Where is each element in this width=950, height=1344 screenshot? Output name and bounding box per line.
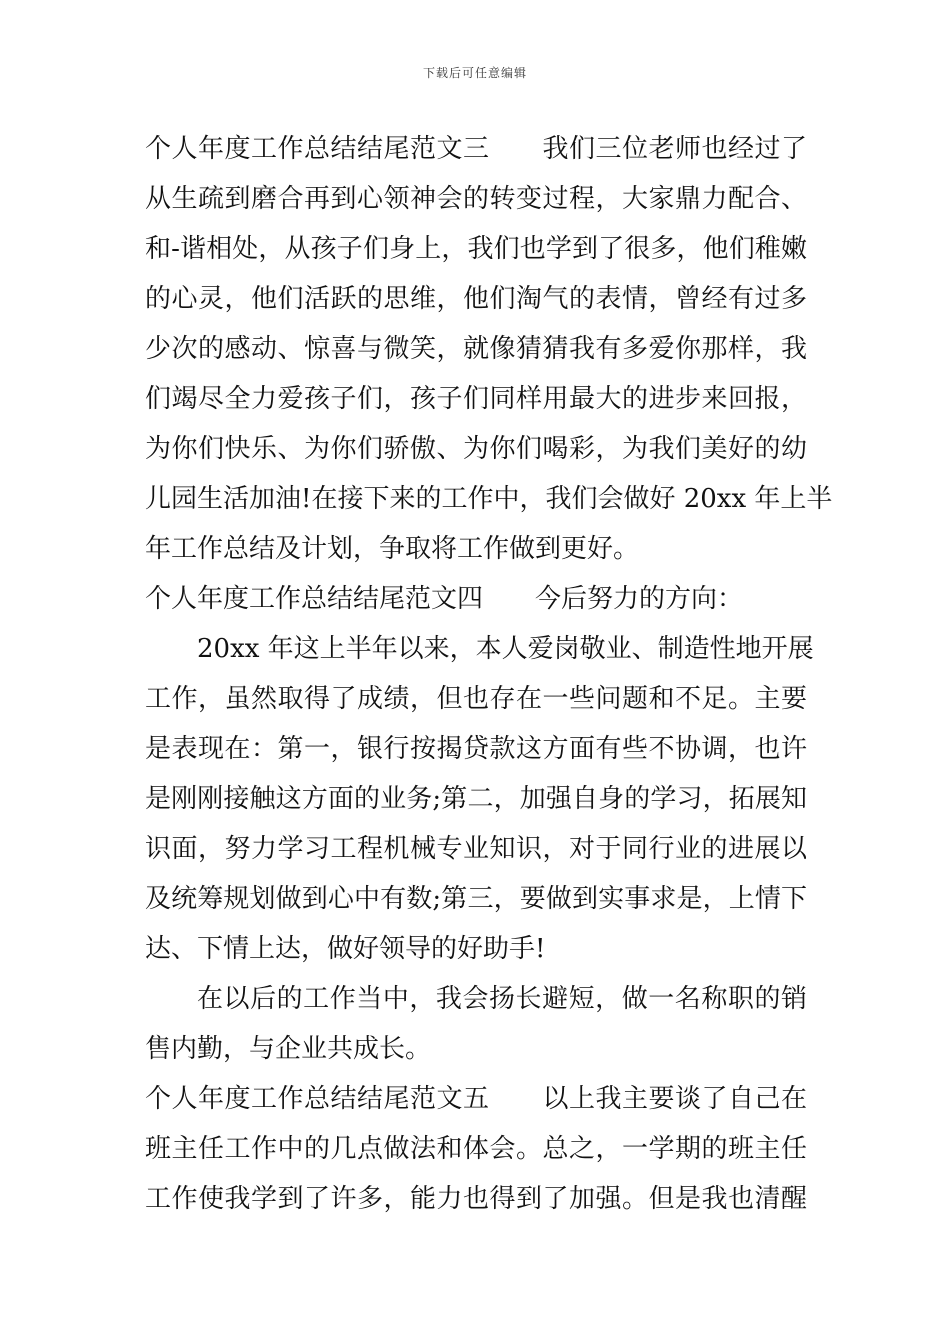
text-line-1: 个人年度工作总结结尾范文三 我们三位老师也经过了 <box>145 134 807 164</box>
text-line-20: 个人年度工作总结结尾范文五 以上我主要谈了自己在 <box>145 1084 807 1114</box>
text-line-14: 是刚刚接触这方面的业务;第二，加强自身的学习，拓展知 <box>145 784 807 814</box>
text-line-12: 工作，虽然取得了成绩，但也存在一些问题和不足。主要 <box>145 684 807 714</box>
text-line-11: 20xx 年这上半年以来，本人爱岗敬业、制造性地开展 <box>197 634 814 664</box>
section-heading-line: 个人年度工作总结结尾范文四 今后努力的方向： <box>145 584 744 614</box>
page-header: 下载后可任意编辑 <box>422 66 527 80</box>
text-line-15: 识面，努力学习工程机械专业知识，对于同行业的进展以 <box>145 834 807 864</box>
text-line-6: 们竭尽全力爱孩子们，孩子们同样用最大的进步来回报， <box>145 384 807 414</box>
text-line-16: 及统筹规划做到心中有数;第三，要做到实事求是，上情下 <box>145 884 807 914</box>
text-line-4: 的心灵，他们活跃的思维，他们淘气的表情，曾经有过多 <box>145 284 807 314</box>
text-line-9: 年工作总结及计划，争取将工作做到更好。 <box>145 534 640 564</box>
text-line-17: 达、下情上达，做好领导的好助手! <box>145 934 546 964</box>
text-line-19: 售内勤，与企业共成长。 <box>145 1034 432 1064</box>
text-line-2: 从生疏到磨合再到心领神会的转变过程，大家鼎力配合、 <box>145 184 807 214</box>
text-line-18: 在以后的工作当中，我会扬长避短，做一名称职的销 <box>197 984 807 1014</box>
text-line-7: 为你们快乐、为你们骄傲、为你们喝彩，为我们美好的幼 <box>145 434 807 464</box>
text-line-13: 是表现在：第一，银行按揭贷款这方面有些不协调，也许 <box>145 734 807 764</box>
document-body <box>145 124 833 1224</box>
text-line-3: 和-谐相处，从孩子们身上，我们也学到了很多，他们稚嫩 <box>145 234 807 264</box>
text-line-21: 班主任工作中的几点做法和体会。总之，一学期的班主任 <box>145 1134 807 1164</box>
text-line-22: 工作使我学到了许多，能力也得到了加强。但是我也清醒 <box>145 1184 807 1214</box>
text-line-8: 儿园生活加油!在接下来的工作中，我们会做好 20xx 年上半 <box>145 484 833 514</box>
text-line-5: 少次的感动、惊喜与微笑，就像猜猜我有多爱你那样，我 <box>145 334 807 364</box>
